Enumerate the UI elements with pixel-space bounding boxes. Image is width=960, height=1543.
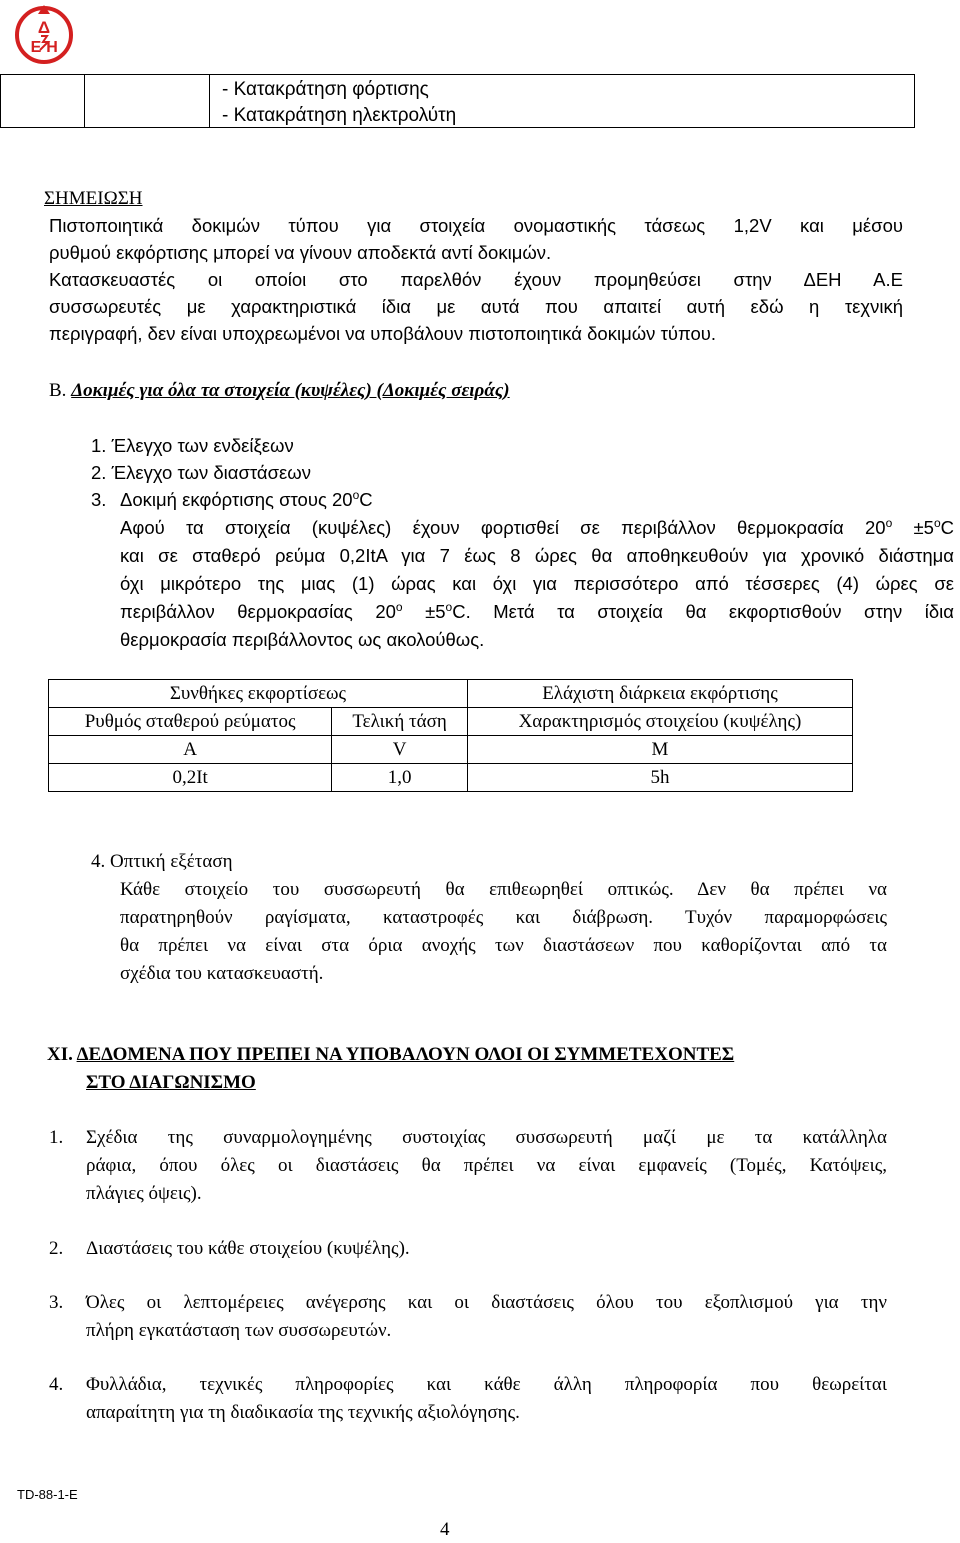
paragraph-line: πλάγιες όψεις).: [86, 1183, 202, 1204]
note-text: συσσωρευτές με χαρακτηριστικά ίδια με αυτά που απαιτεί αυτή εδώ η τεχνική: [49, 296, 903, 317]
paragraph-line: Όλες οι λεπτομέρειες ανέγερσης και οι διαστάσεις όλου του εξοπλισμού για την: [86, 1292, 887, 1313]
list-item-number: 4.: [49, 1374, 64, 1395]
item3-text: C: [940, 517, 954, 538]
section-xi-heading: [47, 1041, 734, 1068]
table-cell: A: [49, 736, 332, 764]
svg-text:Δ: Δ: [37, 18, 51, 37]
paragraph-line: Διαστάσεις του κάθε στοιχείου (κυψέλης).: [86, 1238, 410, 1259]
paragraph-line: απαραίτητη για τη διαδικασία της τεχνικής αξιολόγησης.: [86, 1402, 520, 1423]
list-item: [120, 486, 373, 513]
note-text: Κατασκευαστές οι οποίοι στο παρελθόν έχουν προμηθεύσει στην ΔΕΗ Α.Ε: [49, 269, 903, 290]
list-item-number: 3.: [91, 489, 107, 510]
table-cell: Χαρακτηρισμός στοιχείου (κυψέλης): [467, 708, 852, 736]
note-text: περιγραφή, δεν είναι υποχρεωμένοι να υποβάλουν πιστοποιητικά δοκιμών τύπου.: [49, 323, 717, 344]
dei-logo-icon: [14, 2, 74, 66]
top-table-line: - Κατακράτηση ηλεκτρολύτη: [222, 105, 457, 126]
section-xi-title-continued: ΣΤΟ ΔΙΑΓΩΝΙΣΜΟ: [86, 1072, 256, 1093]
paragraph-line: παρατηρηθούν ραγίσματα, καταστροφές και διάβρωση. Τυχόν παραμορφώσεις: [120, 907, 887, 928]
list-item: 1. Έλεγχο των ενδείξεων: [91, 435, 294, 456]
table-row: [49, 764, 853, 792]
note-heading: ΣΗΜΕΙΩΣΗ: [44, 188, 143, 209]
paragraph-line: και σε σταθερό ρεύμα 0,2ItA για 7 έως 8 ώρες θα αποθηκευθούν για χρονικό διάστημα: [120, 545, 954, 566]
table-header: Ελάχιστη διάρκεια εκφόρτισης: [467, 680, 852, 708]
section-b-heading: [49, 377, 510, 404]
note-text: ρυθμού εκφόρτισης μπορεί να γίνουν αποδεκτά αντί δοκιμών.: [49, 242, 552, 263]
discharge-table: [48, 679, 853, 792]
degree-sup: o: [885, 515, 893, 530]
list-item-number: 1.: [49, 1127, 64, 1148]
list-item-number: 3.: [49, 1292, 64, 1313]
paragraph-line: θα πρέπει να είναι στα όρια ανοχής των διαστάσεων που καθορίζονται από τα: [120, 935, 887, 956]
paragraph-line: σχέδια του κατασκευαστή.: [120, 963, 324, 984]
dei-logo: [14, 2, 74, 66]
paragraph-line: [120, 514, 954, 541]
table-cell: Τελική τάση: [332, 708, 468, 736]
svg-text:Η: Η: [46, 39, 58, 56]
table-cell: M: [467, 736, 852, 764]
table-divider: [84, 75, 85, 127]
list-item: 2. Έλεγχο των διαστάσεων: [91, 462, 311, 483]
note-text: Πιστοποιητικά δοκιμών τύπου για στοιχεία ονομαστικής τάσεως 1,2V και μέσου: [49, 215, 903, 236]
item3-text: C. Μετά τα στοιχεία θα εκφορτισθούν στην ίδια: [452, 601, 954, 622]
table-cell: 1,0: [332, 764, 468, 792]
table-cell: 0,2It: [49, 764, 332, 792]
table-cell: 5h: [467, 764, 852, 792]
paragraph-line: πλήρη εγκατάσταση των συσσωρευτών.: [86, 1320, 392, 1341]
paragraph-line: Σχέδια της συναρμολογημένης συστοιχίας συσσωρευτή μαζί με τα κατάλληλα: [86, 1127, 887, 1148]
table-header: Συνθήκες εκφορτίσεως: [49, 680, 468, 708]
table-row: [49, 736, 853, 764]
table-row: [49, 708, 853, 736]
paragraph-line: θερμοκρασία περιβάλλοντος ως ακολούθως.: [120, 629, 485, 650]
table-cell: V: [332, 736, 468, 764]
top-table-line: - Κατακράτηση φόρτισης: [222, 79, 429, 100]
table-cell: Ρυθμός σταθερού ρεύματος: [49, 708, 332, 736]
degree-sup: o: [933, 515, 941, 530]
paragraph-line: Κάθε στοιχείο του συσσωρευτή θα επιθεωρηθεί οπτικώς. Δεν θα πρέπει να: [120, 879, 887, 900]
page-number: 4: [440, 1519, 450, 1540]
section-xi-number: ΧΙ.: [47, 1044, 77, 1065]
svg-text:Ε: Ε: [30, 39, 42, 56]
item3-text: ±5: [892, 517, 934, 538]
table-row: [49, 680, 853, 708]
item4-title: 4. Οπτική εξέταση: [91, 851, 233, 872]
item3-text: περιβάλλον θερμοκρασίας 20: [120, 601, 396, 622]
paragraph-line: ράφια, όπου όλες οι διαστάσεις θα πρέπει να είναι εμφανείς (Τομές, Κατόψεις,: [86, 1155, 887, 1176]
paragraph-line: [120, 598, 954, 625]
paragraph-line: Φυλλάδια, τεχνικές πληροφορίες και κάθε άλλη πληροφορία που θεωρείται: [86, 1374, 887, 1395]
degree-sup: o: [395, 599, 403, 614]
item3-text: Δοκιμή εκφόρτισης στους 20: [120, 489, 353, 510]
table-divider: [209, 75, 210, 127]
degree-sup: o: [352, 487, 360, 502]
item3-text: C: [359, 489, 373, 510]
section-b-prefix: Β.: [49, 380, 72, 401]
degree-sup: o: [445, 599, 453, 614]
item3-text: Αφού τα στοιχεία (κυψέλες) έχουν φορτισθεί σε περιβάλλον θερμοκρασία 20: [120, 517, 886, 538]
document-code: TD-88-1-E: [17, 1487, 78, 1502]
top-table: [0, 74, 915, 128]
section-xi-title: ΔΕΔΟΜΕΝΑ ΠΟΥ ΠΡΕΠΕΙ ΝΑ ΥΠΟΒΑΛΟΥΝ ΟΛΟΙ ΟΙ ΣΥΜΜΕΤΕΧΟΝΤΕΣ: [76, 1044, 735, 1065]
paragraph-line: όχι μικρότερο της μιας (1) ώρας και όχι για περισσότερο από τέσσερες (4) ώρες σε: [120, 573, 954, 594]
list-item-number: 2.: [49, 1238, 64, 1259]
section-b-title: Δοκιμές για όλα τα στοιχεία (κυψέλες) (Δοκιμές σειράς): [71, 380, 510, 401]
item3-text: ±5: [402, 601, 446, 622]
